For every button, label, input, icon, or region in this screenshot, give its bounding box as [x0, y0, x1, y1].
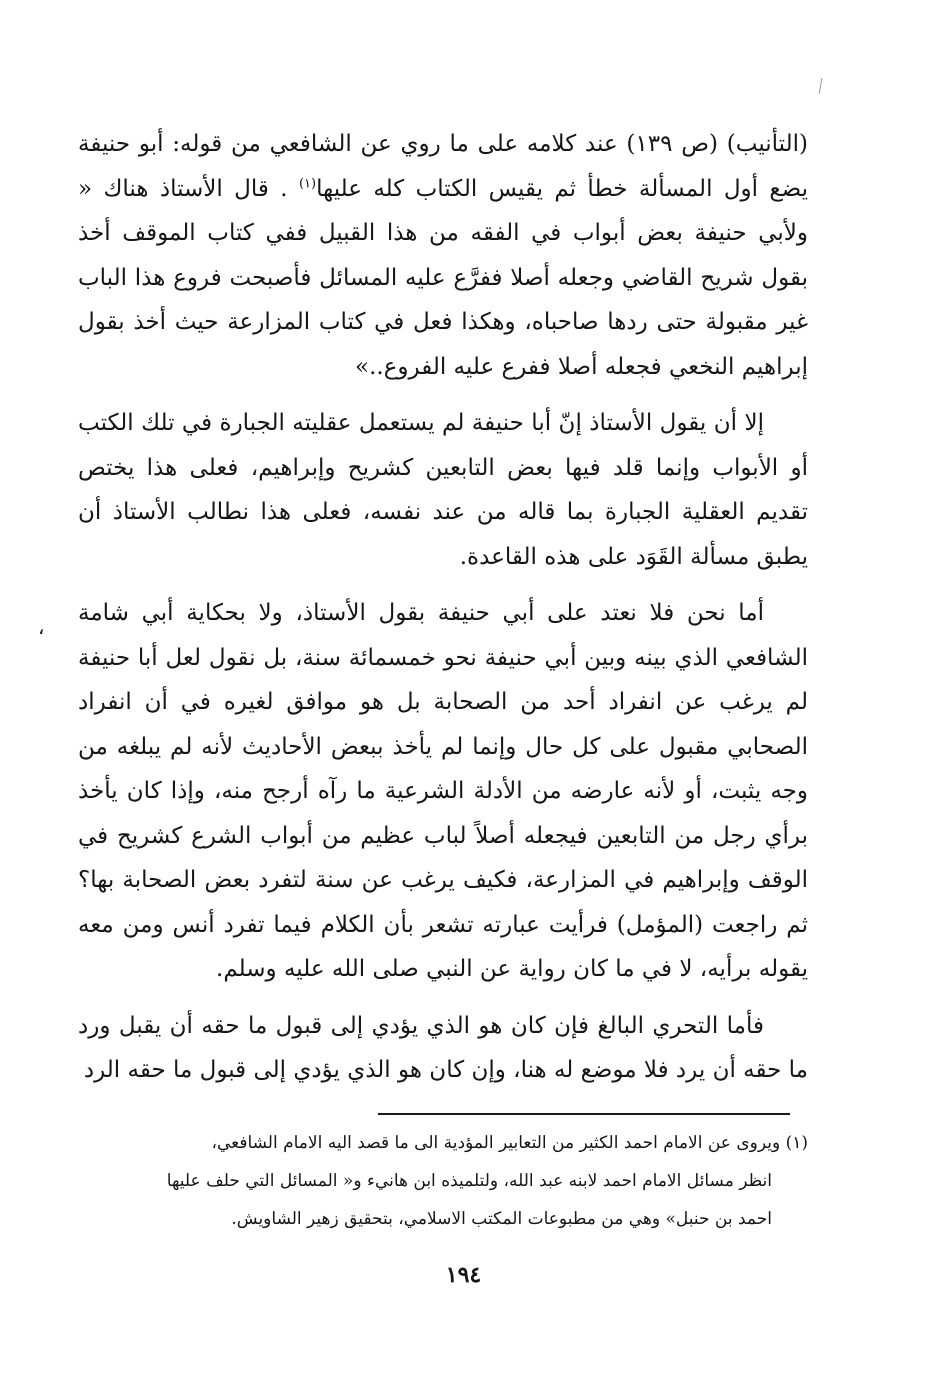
paragraph-1 [78, 122, 808, 389]
footnote-reference: (١) [298, 175, 317, 191]
footnote [78, 1124, 808, 1238]
footnote-marker: (١) [785, 1133, 808, 1153]
paragraph-4: فأما التحري البالغ فإن كان هو الذي يؤدي إلى قبول ما حقه أن يقبل ورد ما حقه أن يرد فلا موضع له هنا، وإن كان هو الذي يؤدي إلى قبول ما حقه الرد [78, 1012, 808, 1083]
paragraph-3: أما نحن فلا نعتد على أبي حنيفة بقول الأستاذ، ولا بحكاية أبي شامة الشافعي الذي بينه وبين أبي حنيفة نحو خمسمائة سنة، بل نقول لعل أبا حنيفة لم يرغب عن انفراد أحد من الصحابة بل هو موافق لغيره في أن انفراد الصحابي مقبول على كل حال وإنما لم يأخذ ببعض الأحاديث لأنه لم يبلغه من وجه يثبت، أو لأنه عارضه من الأدلة الشرعية ما رآه أرجح منه، وإذا كان يأخذ برأي رجل من التابعين فيجعله أصلاً لباب عظيم من أبواب الشرع كشريح في الوقف وإبراهيم في المزارعة، فكيف يرغب عن سنة لتفرد بعض الصحابة بها؟ ثم راجعت (المؤمل) فرأيت عبارته تشعر بأن الكلام فيما تفرد أنس ومن معه يقوله برأيه، لا في ما كان رواية عن النبي صلى الله عليه وسلم. [78, 600, 808, 982]
page-number: ١٩٤ [445, 1262, 482, 1288]
paragraph-1-text: (التأنيب) (ص ١٣٩) عند كلامه على ما روي عن الشافعي من قوله: أبو حنيفة يضع أول المسألة خطأ ثم يقيس الكتاب كله عليها$^{(١)}$ . قال الأستاذ هناك « ولأبي حنيفة بعض أبواب في الفقه من هذا القبيل ففي كتاب الموقف أخذ بقول شريح القاضي وجعله أصلا ففرَّع عليه المسائل فأصبحت فروع هذا الباب غير مقبولة حتى ردها صاحباه، وهكذا فعل في كتاب المزارعة حيث أخذ بقول إبراهيم النخعي فجعله أصلا ففرع عليه الفروع..» [78, 131, 808, 380]
paragraph-2: إلا أن يقول الأستاذ إنّ أبا حنيفة لم يستعمل عقليته الجبارة في تلك الكتب أو الأبواب وإنما قلد فيها بعض التابعين كشريح وإبراهيم، فعلى هذا يختص تقديم العقلية الجبارة بما قاله من عند نفسه، فعلى هذا نطالب الأستاذ أن يطبق مسألة القَوَد على هذه القاعدة. [78, 410, 808, 570]
footnote-separator [378, 1113, 790, 1115]
footnote-line-1-text: ويروى عن الامام احمد الكثير من التعابير المؤدية الى ما قصد اليه الامام الشافعي، [211, 1133, 781, 1153]
main-text [78, 122, 808, 1093]
margin-mark: ، [38, 615, 45, 639]
footnote-line-2: انظر مسائل الامام احمد لابنه عبد الله، ولتلميذه ابن هانيء و« المسائل التي حلف عليها [166, 1171, 772, 1191]
footnote-line-1 [78, 1124, 808, 1162]
stray-scan-mark [819, 78, 823, 94]
footnote-line-3: احمد بن حنبل» وهي من مطبوعات المكتب الاسلامي، بتحقيق زهير الشاويش. [231, 1209, 772, 1229]
